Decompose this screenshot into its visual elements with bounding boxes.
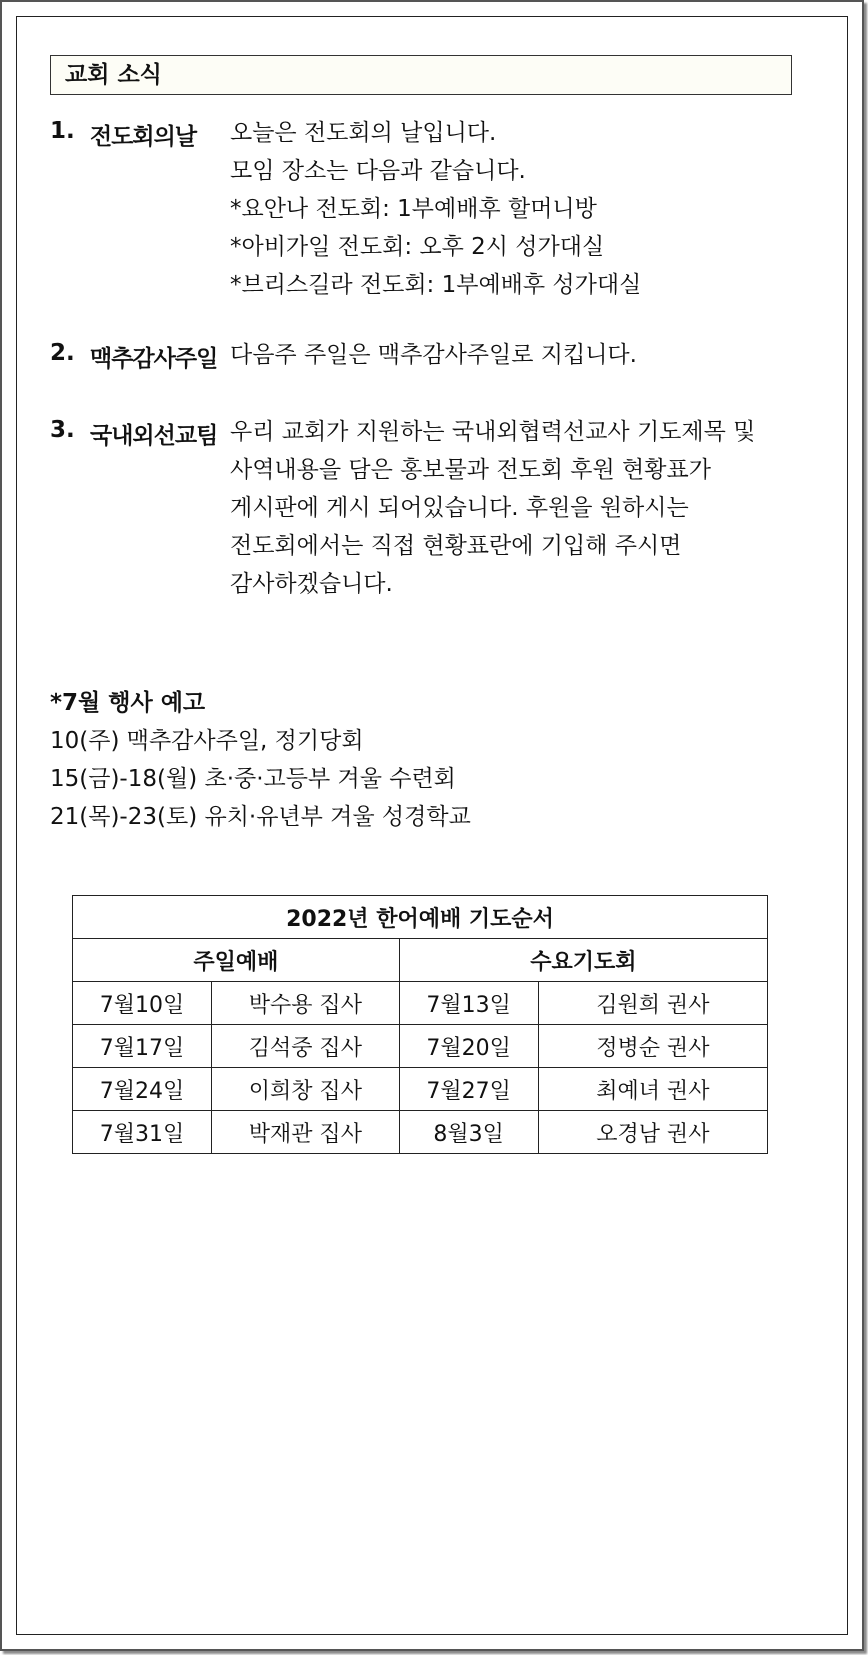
event-line: 10(주) 맥추감사주일, 정기당회 <box>50 728 364 754</box>
notice-body <box>230 417 755 607</box>
event-line: 15(금)-18(월) 초·중·고등부 겨울 수련회 <box>50 766 456 792</box>
notice-number: 3. <box>50 417 75 443</box>
notice-label: 국내외선교팀 <box>90 423 218 449</box>
section-title: 교회 소식 <box>50 55 792 95</box>
wednesday-leader: 오경남 권사 <box>538 1111 767 1154</box>
sunday-leader: 김석중 집사 <box>212 1025 400 1068</box>
wednesday-date: 8월3일 <box>399 1111 538 1154</box>
sunday-date: 7월24일 <box>73 1068 212 1111</box>
notice-line: 사역내용을 담은 홍보물과 전도회 후원 현황표가 <box>230 457 711 483</box>
wednesday-leader: 정병순 권사 <box>538 1025 767 1068</box>
wednesday-date: 7월20일 <box>399 1025 538 1068</box>
sunday-leader: 이희창 집사 <box>212 1068 400 1111</box>
sunday-leader: 박수용 집사 <box>212 982 400 1025</box>
table-row <box>73 1068 768 1111</box>
notice-body <box>230 118 641 308</box>
notice-line: 모임 장소는 다음과 같습니다. <box>230 158 526 184</box>
notice-line: *요안나 전도회: 1부예배후 할머니방 <box>230 196 597 222</box>
notice-body <box>230 340 637 378</box>
column-header-sunday: 주일예배 <box>73 939 400 982</box>
notice-line: 우리 교회가 지원하는 국내외협력선교사 기도제목 및 <box>230 419 756 445</box>
column-header-wednesday: 수요기도회 <box>399 939 767 982</box>
table-row <box>73 1111 768 1154</box>
table-title: 2022년 한어예배 기도순서 <box>73 896 768 939</box>
table-row <box>73 982 768 1025</box>
wednesday-leader: 김원희 권사 <box>538 982 767 1025</box>
notice-label: 전도회의날 <box>90 124 197 150</box>
notice-line: 다음주 주일은 맥추감사주일로 지킵니다. <box>230 342 637 368</box>
wednesday-date: 7월13일 <box>399 982 538 1025</box>
prayer-schedule-table <box>72 895 768 1154</box>
notice-line: 오늘은 전도회의 날입니다. <box>230 120 497 146</box>
table-title-row <box>73 896 768 939</box>
event-line: 21(목)-23(토) 유치·유년부 겨울 성경학교 <box>50 804 471 830</box>
sunday-date: 7월31일 <box>73 1111 212 1154</box>
sunday-leader: 박재관 집사 <box>212 1111 400 1154</box>
table-header-row <box>73 939 768 982</box>
sunday-date: 7월17일 <box>73 1025 212 1068</box>
notice-number: 1. <box>50 118 75 144</box>
notice-line: *아비가일 전도회: 오후 2시 성가대실 <box>230 234 605 260</box>
notice-line: *브리스길라 전도회: 1부예배후 성가대실 <box>230 272 642 298</box>
notice-label: 맥추감사주일 <box>90 346 218 372</box>
notice-line: 게시판에 게시 되어있습니다. 후원을 원하시는 <box>230 495 689 521</box>
notice-line: 전도회에서는 직접 현황표란에 기입해 주시면 <box>230 533 682 559</box>
notice-number: 2. <box>50 340 75 366</box>
notice-line: 감사하겠습니다. <box>230 571 393 597</box>
events-block <box>50 688 471 840</box>
sunday-date: 7월10일 <box>73 982 212 1025</box>
wednesday-date: 7월27일 <box>399 1068 538 1111</box>
events-title: *7월 행사 예고 <box>50 690 206 716</box>
table-row <box>73 1025 768 1068</box>
wednesday-leader: 최예녀 권사 <box>538 1068 767 1111</box>
